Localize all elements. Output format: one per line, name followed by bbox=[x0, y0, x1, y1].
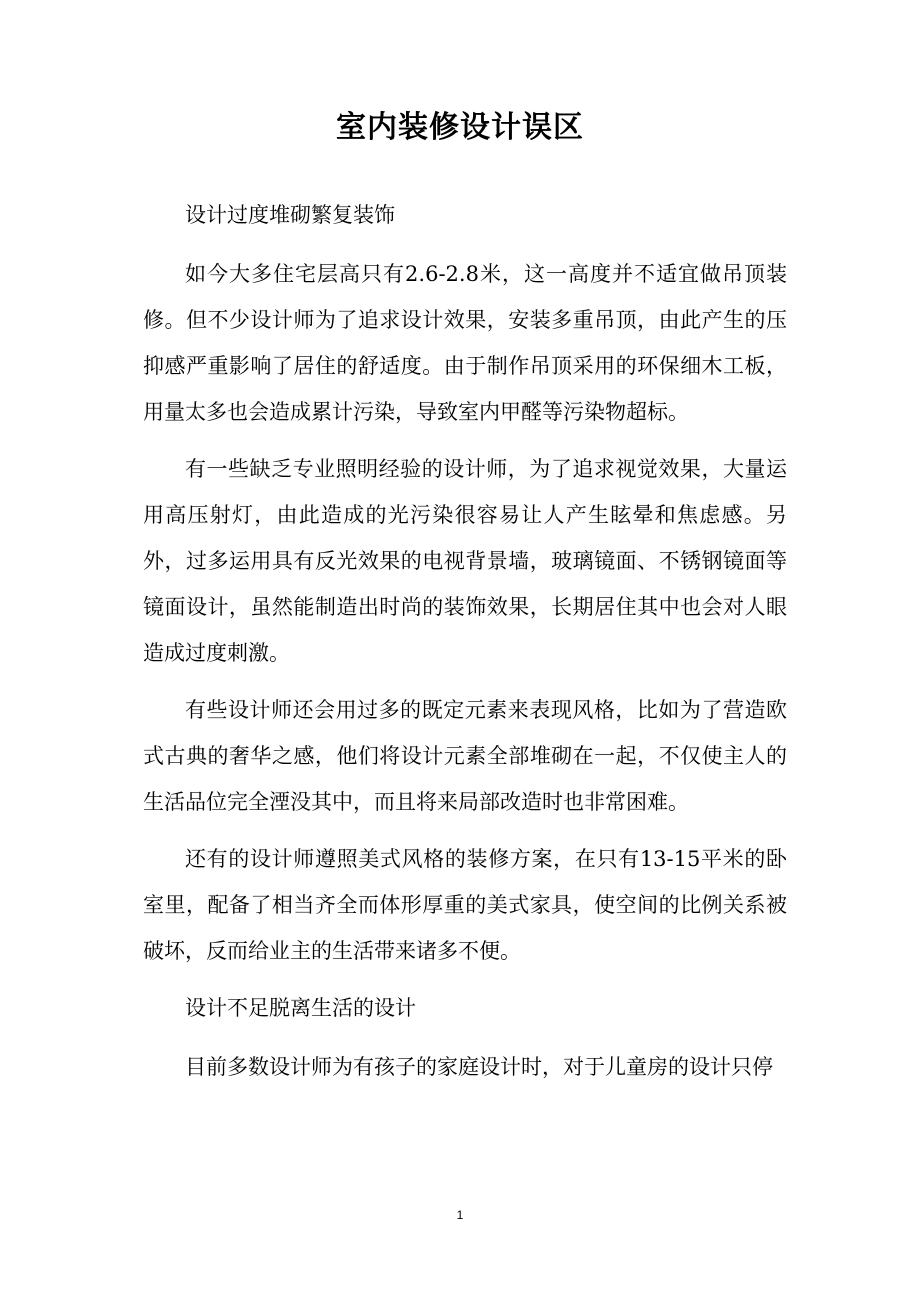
page-number: 1 bbox=[456, 1208, 464, 1222]
document-title: 室内装修设计误区 bbox=[336, 110, 584, 145]
document-body bbox=[143, 192, 787, 1101]
section-heading: 设计不足脱离生活的设计 bbox=[185, 996, 416, 1020]
body-paragraph: 有些设计师还会用过多的既定元素来表现风格，比如为了营造欧式古典的奢华之感，他们将设计元素全部堆砌在一起，不仅使主人的生活品位完全湮没其中，而且将来局部改造时也非常困难。 bbox=[143, 698, 787, 814]
body-paragraph: 还有的设计师遵照美式风格的装修方案，在只有13-15平米的卧室里，配备了相当齐全而体形厚重的美式家具，使空间的比例关系被破坏，反而给业主的生活带来诸多不便。 bbox=[143, 847, 787, 963]
body-paragraph: 如今大多住宅层高只有2.6-2.8米，这一高度并不适宜做吊顶装修。但不少设计师为了追求设计效果，安装多重吊顶，由此产生的压抑感严重影响了居住的舒适度。由于制作吊顶采用的环保细木工板，用量太多也会造成累计污染，导致室内甲醛等污染物超标。 bbox=[143, 262, 787, 424]
body-paragraph: 目前多数设计师为有孩子的家庭设计时，对于儿童房的设计只停 bbox=[185, 1055, 773, 1079]
body-paragraph: 有一些缺乏专业照明经验的设计师，为了追求视觉效果，大量运用高压射灯，由此造成的光污染很容易让人产生眩晕和焦虑感。另外，过多运用具有反光效果的电视背景墙，玻璃镜面、不锈钢镜面等镜面设计，虽然能制造出时尚的装饰效果，长期居住其中也会对人眼造成过度刺激。 bbox=[143, 457, 787, 665]
section-heading: 设计过度堆砌繁复装饰 bbox=[185, 203, 395, 227]
